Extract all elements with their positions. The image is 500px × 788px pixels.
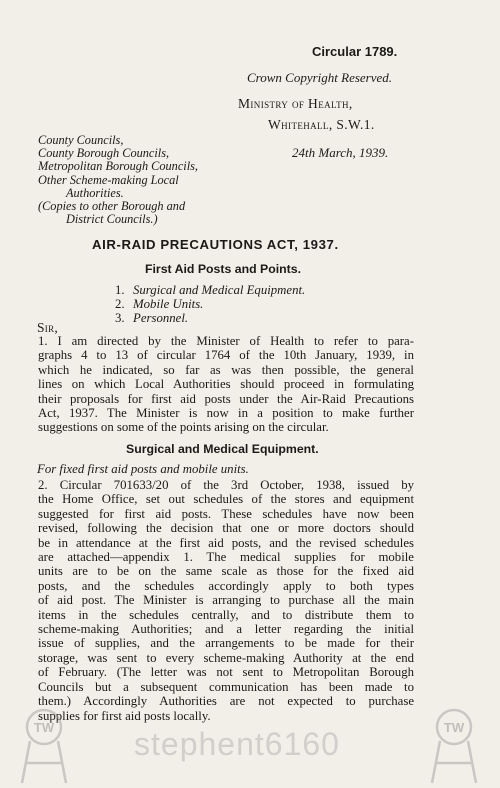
list-item-text: Mobile Units. <box>133 297 204 312</box>
section-title: First Aid Posts and Points. <box>145 262 302 276</box>
watermark-logo-icon <box>428 705 480 787</box>
paragraph-line: issue of supplies, and the arrangements to be made for their <box>38 636 414 651</box>
list-item <box>115 283 305 297</box>
recipient-line: District Councils.) <box>66 212 158 227</box>
paragraph-line: suggested for first aid posts. These schedules have now been <box>38 506 414 521</box>
recipient-line: Metropolitan Borough Councils, <box>38 159 198 174</box>
letter-date: 24th March, 1939. <box>292 145 389 160</box>
list-item-number: 2. <box>115 297 125 312</box>
list-item-number: 1. <box>115 283 125 297</box>
recipient-line: Authorities. <box>66 185 124 200</box>
paragraph-line: 1. I am directed by the Minister of Health to refer to para- <box>38 334 414 348</box>
paragraph-line: lines on which Local Authorities should proceed in formulating <box>38 377 414 392</box>
salutation: Sir, <box>37 320 59 335</box>
paragraph-line: Act, 1937. The Minister is now in a position to make further <box>38 406 414 421</box>
list-item <box>115 297 305 311</box>
list-item-number: 3. <box>115 311 125 326</box>
paragraph-line: which he indicated, so far as was then possible, the general <box>38 362 414 377</box>
list-item-text: Personnel. <box>133 311 189 326</box>
act-title: AIR-RAID PRECAUTIONS ACT, 1937. <box>92 237 339 252</box>
paragraph-line: of February. (The letter was not sent to Metropolitan Borough <box>38 665 414 680</box>
paragraph-line: supplies for first aid posts locally. <box>38 708 211 723</box>
list-item <box>115 311 305 325</box>
paragraph-line: revised, following the decision that one or more doctors should <box>38 521 414 536</box>
paragraph-line: posts, and the schedules accordingly apply to both types <box>38 578 414 593</box>
paragraph-line: the Home Office, set out schedules of the stores and equipment <box>38 492 414 507</box>
watermark-logo-text: TW <box>443 720 465 735</box>
subsection-title: Surgical and Medical Equipment. <box>126 442 319 456</box>
copyright-notice: Crown Copyright Reserved. <box>247 70 393 85</box>
recipient-line: County Borough Councils, <box>38 146 170 161</box>
watermark-logo-text: TW <box>33 720 55 735</box>
topic-list <box>115 283 305 326</box>
paragraph-line: suggestions on some of the points arising on the circular. <box>38 420 329 435</box>
ministry-name: Ministry of Health, <box>238 96 353 111</box>
paragraph-line: their proposals for first aid posts under the Air-Raid Precautions <box>38 391 414 406</box>
paragraph-line: of aid post. The Minister is arranging to purchase all the main <box>38 593 414 608</box>
watermark-text: stephent6160 <box>134 726 340 762</box>
paragraph-line: units are to be on the same scale as those for the fixed aid <box>38 564 414 579</box>
recipient-line: County Councils, <box>38 133 124 147</box>
ministry-address: Whitehall, S.W.1. <box>268 117 375 132</box>
paragraph-line: scheme-making Authorities; and a letter regarding the initial <box>38 622 414 637</box>
recipient-line: (Copies to other Borough and <box>38 199 186 214</box>
paragraph-line: graphs 4 to 13 of circular 1764 of the 10th January, 1939, in <box>38 348 414 363</box>
paragraph-line: storage, was sent to every scheme-making Authority at the end <box>38 650 414 665</box>
paragraph-2 <box>38 478 414 723</box>
recipients-block <box>38 134 198 226</box>
paragraph-line: Councils but a subsequent communication has been made to <box>38 679 414 694</box>
paragraph-line: be in attendance at the first aid posts, and the revised schedules <box>38 535 414 550</box>
list-item-text: Surgical and Medical Equipment. <box>133 283 306 297</box>
recipient-line: Other Scheme-making Local <box>38 172 179 187</box>
subsection-intro: For fixed first aid posts and mobile units. <box>37 462 249 476</box>
paragraph-line: are attached—appendix 1. The medical supplies for mobile <box>38 550 414 565</box>
paragraph-line: them.) Accordingly Authorities are not expected to purchase <box>38 694 414 709</box>
watermark-logo-icon <box>18 705 70 787</box>
paragraph-1 <box>38 334 414 435</box>
paragraph-line: 2. Circular 701633/20 of the 3rd October, 1938, issued by <box>38 478 414 492</box>
paragraph-line: items in the schedules centrally, and to distribute them to <box>38 607 414 622</box>
circular-number: Circular 1789. <box>312 44 398 59</box>
